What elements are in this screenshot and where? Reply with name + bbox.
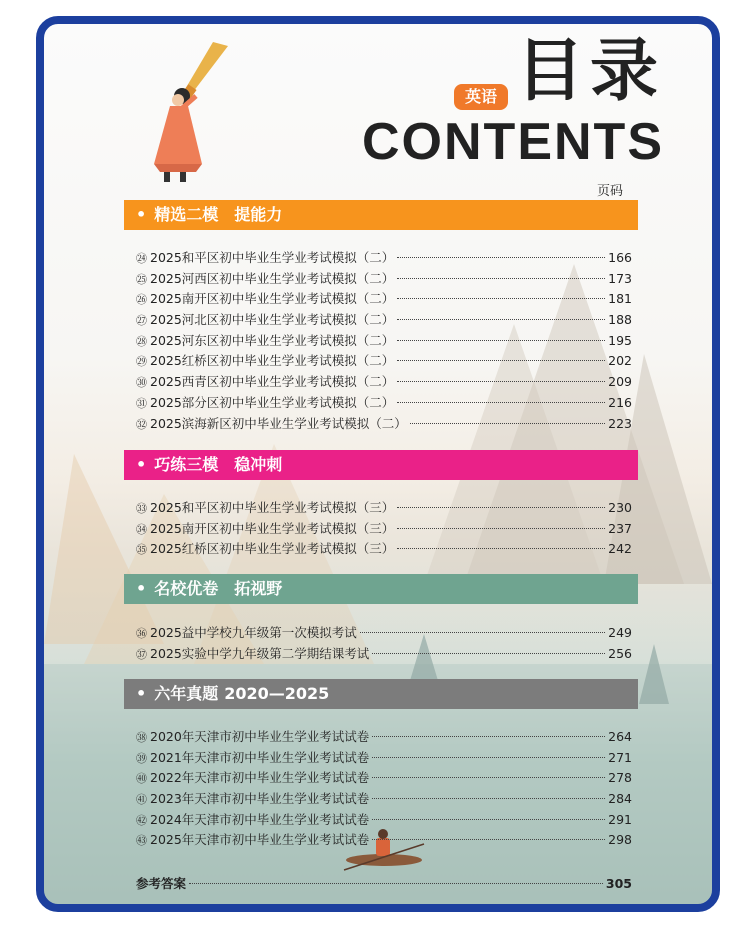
entry-page: 223 (608, 415, 632, 431)
entry-page: 195 (608, 332, 632, 348)
page-number-column-label: 页码 (597, 184, 624, 199)
entry-title: 2025年天津市初中毕业生学业考试试卷 (150, 832, 370, 848)
entry-number: ㉗ (136, 314, 147, 328)
entry-title: 2025部分区初中毕业生学业考试模拟（二） (150, 394, 395, 410)
toc-entry[interactable] (136, 727, 632, 748)
section-title-main: 精选二模 (154, 205, 219, 224)
entry-page: 249 (608, 625, 632, 640)
section-title-sub: 2020—2025 (224, 684, 330, 703)
header (44, 24, 712, 214)
toc-entry[interactable] (136, 289, 632, 310)
section-title-main: 六年真题 (154, 684, 219, 703)
section-header-1 (124, 200, 638, 230)
entry-title: 2023年天津市初中毕业生学业考试试卷 (150, 791, 370, 807)
entry-page: 173 (608, 270, 632, 286)
toc-entry[interactable] (136, 351, 632, 372)
entry-number: ㉔ (136, 252, 147, 265)
page-title-chinese: 目录 (516, 32, 665, 111)
entry-title: 2024年天津市初中毕业生学业考试试卷 (150, 811, 370, 827)
entry-number: ㉖ (136, 293, 147, 307)
bullet: • (136, 455, 147, 474)
entry-page: 271 (608, 749, 632, 765)
section-title-sub: 提能力 (234, 205, 283, 224)
toc-entry[interactable] (136, 789, 632, 810)
bullet: • (136, 205, 147, 224)
entry-number: ㉕ (136, 272, 147, 286)
entry-title: 2022年天津市初中毕业生学业考试试卷 (150, 770, 370, 786)
section-header-4 (124, 679, 638, 709)
entry-title: 2025滨海新区初中毕业生学业考试模拟（二） (150, 415, 407, 431)
toc-entry[interactable] (136, 810, 632, 831)
toc-entry[interactable] (136, 748, 632, 769)
toc-entry[interactable] (136, 498, 632, 519)
trumpet-player-illustration (118, 36, 228, 186)
entry-number: ㊲ (136, 647, 147, 661)
entry-title: 2025和平区初中毕业生学业考试模拟（二） (150, 250, 395, 265)
section-title-main: 巧练三模 (154, 455, 219, 474)
entry-page: 216 (608, 394, 632, 410)
entry-title: 2025红桥区初中毕业生学业考试模拟（三） (150, 541, 395, 557)
entry-number: ㉟ (136, 543, 147, 557)
entry-page: 298 (608, 832, 632, 848)
section-title-main: 名校优卷 (154, 579, 219, 598)
entry-page: 284 (608, 791, 632, 807)
entry-number: ㊳ (136, 731, 147, 744)
toc-entry[interactable] (136, 269, 632, 290)
entry-page: 230 (608, 500, 632, 515)
entry-page: 188 (608, 312, 632, 328)
bullet: • (136, 579, 147, 598)
section-1-entries (136, 248, 632, 434)
section-3-entries (136, 623, 632, 664)
section-header-2 (124, 450, 638, 480)
entry-page: 237 (608, 520, 632, 536)
entry-title: 2025河西区初中毕业生学业考试模拟（二） (150, 270, 395, 286)
toc-entry[interactable] (136, 830, 632, 851)
entry-number: ㉙ (136, 355, 147, 369)
entry-page: 209 (608, 374, 632, 390)
section-4-entries (136, 727, 632, 851)
section-title-sub: 拓视野 (234, 579, 283, 598)
entry-title: 2021年天津市初中毕业生学业考试试卷 (150, 749, 370, 765)
section-2-entries (136, 498, 632, 560)
entry-title: 2025红桥区初中毕业生学业考试模拟（二） (150, 353, 395, 369)
entry-page: 166 (608, 250, 632, 265)
section-header-3 (124, 574, 638, 604)
entry-page: 305 (605, 876, 632, 891)
toc-entry[interactable] (136, 331, 632, 352)
entry-title: 2025河东区初中毕业生学业考试模拟（二） (150, 332, 395, 348)
entry-title: 2025河北区初中毕业生学业考试模拟（二） (150, 312, 395, 328)
entry-page: 242 (608, 541, 632, 557)
page-frame (36, 16, 720, 912)
toc-entry[interactable] (136, 393, 632, 414)
entry-page: 181 (608, 291, 632, 307)
toc-entry[interactable] (136, 310, 632, 331)
subject-badge: 英语 (454, 84, 508, 110)
entry-number: ㊴ (136, 751, 147, 765)
entry-number: ㉛ (136, 396, 147, 410)
entry-number: ㊸ (136, 834, 147, 848)
entry-number: ㉝ (136, 502, 147, 515)
bullet: • (136, 684, 147, 703)
toc-entry[interactable] (136, 519, 632, 540)
entry-title: 2025实验中学九年级第二学期结课考试 (150, 645, 370, 661)
toc-entry[interactable] (136, 372, 632, 393)
entry-title: 2025和平区初中毕业生学业考试模拟（三） (150, 500, 395, 515)
entry-page: 264 (608, 729, 632, 744)
toc-entry[interactable] (136, 248, 632, 269)
entry-number: ㉚ (136, 376, 147, 390)
entry-page: 202 (608, 353, 632, 369)
entry-number: ㉜ (136, 417, 147, 431)
toc-entry[interactable] (136, 623, 632, 644)
entry-number: ㉘ (136, 334, 147, 348)
toc-entry[interactable] (136, 644, 632, 665)
entry-title: 2025西青区初中毕业生学业考试模拟（二） (150, 374, 395, 390)
entry-number: ㊶ (136, 793, 147, 807)
entry-title: 2020年天津市初中毕业生学业考试试卷 (150, 729, 370, 744)
section-title-sub: 稳冲刺 (234, 455, 283, 474)
entry-title: 参考答案 (136, 876, 187, 891)
entry-title: 2025南开区初中毕业生学业考试模拟（三） (150, 520, 395, 536)
entry-page: 256 (608, 645, 632, 661)
toc-entry[interactable] (136, 539, 632, 560)
entry-number: ㉞ (136, 522, 147, 536)
entry-number: ㊱ (136, 627, 147, 640)
entry-number: ㊵ (136, 772, 147, 786)
toc-entry[interactable] (136, 768, 632, 789)
entry-page: 291 (608, 811, 632, 827)
entry-title: 2025益中学校九年级第一次模拟考试 (150, 625, 357, 640)
toc-entry[interactable] (136, 414, 632, 435)
entry-number: ㊷ (136, 813, 147, 827)
entry-page: 278 (608, 770, 632, 786)
page-title-english: CONTENTS (362, 113, 664, 171)
toc-entry-answers[interactable] (136, 874, 632, 892)
entry-title: 2025南开区初中毕业生学业考试模拟（二） (150, 291, 395, 307)
